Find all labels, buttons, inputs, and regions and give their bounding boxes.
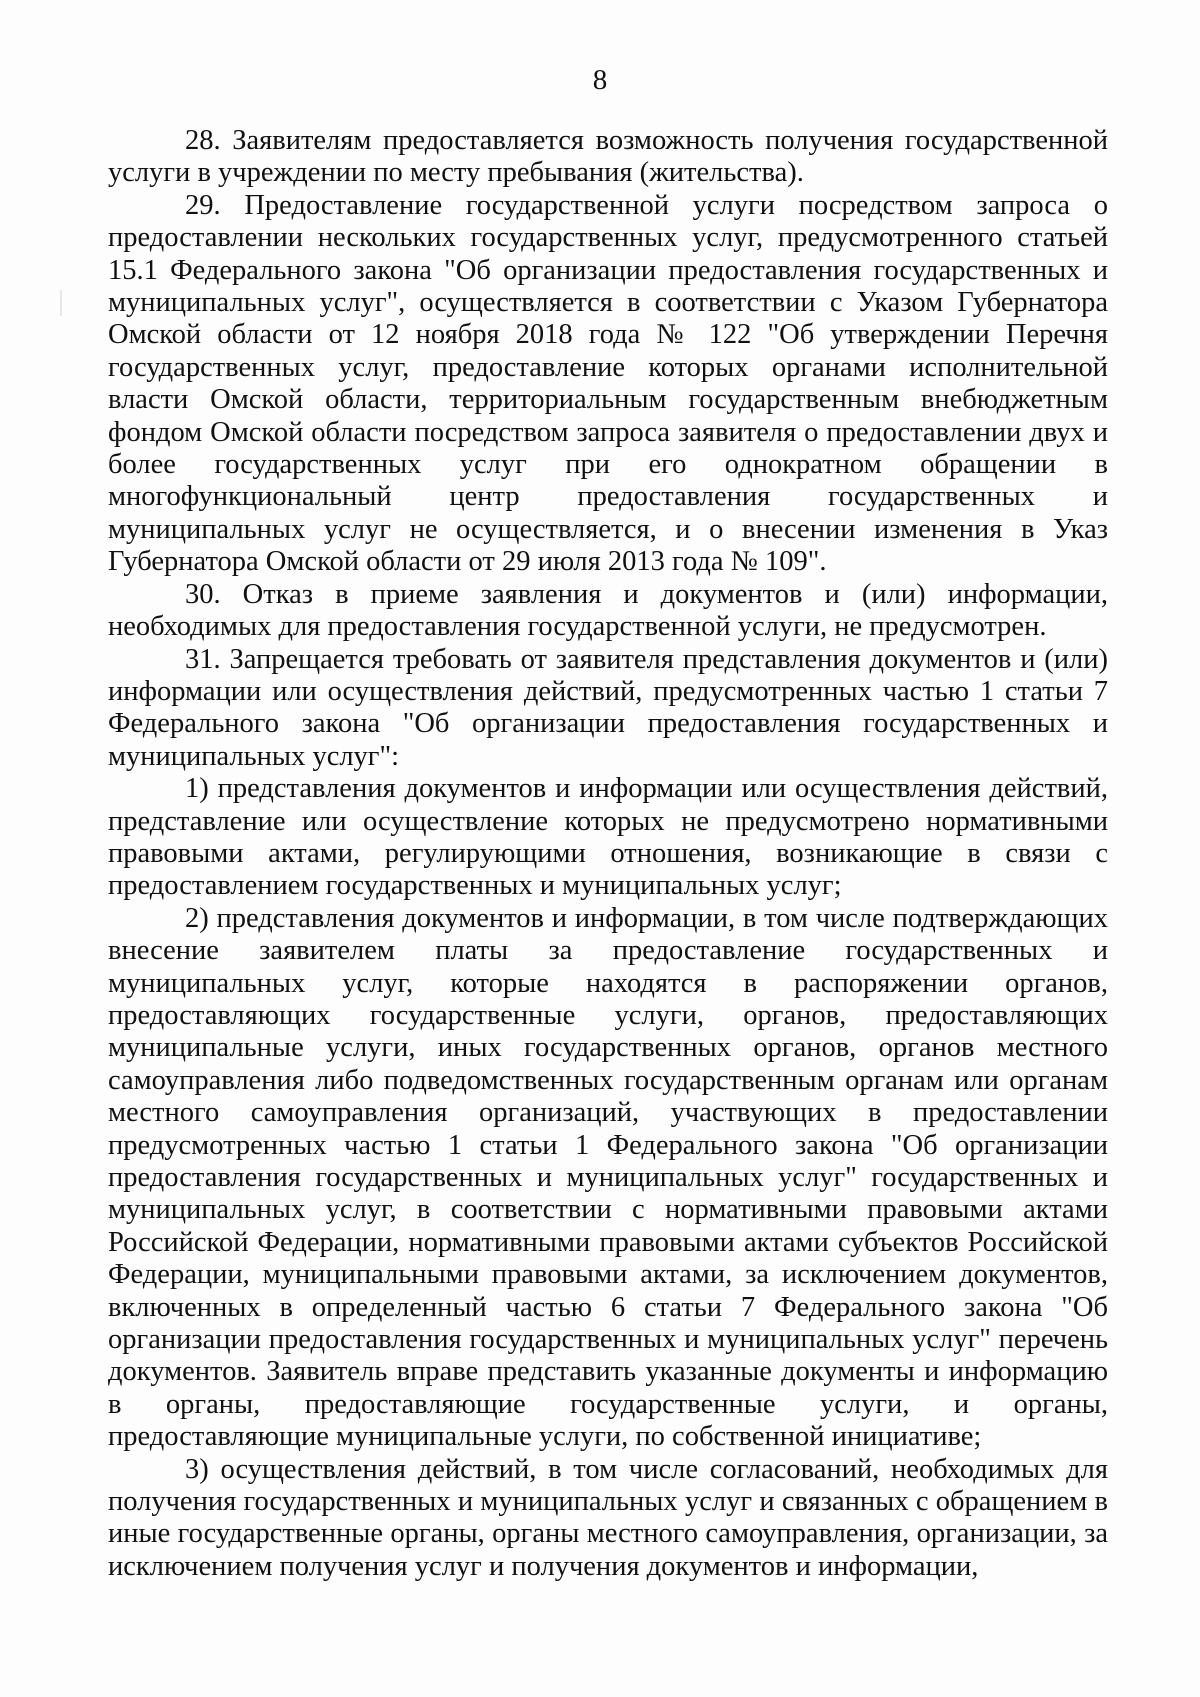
document-body [108,125,1108,1583]
paragraph-31: 31. Запрещается требовать от заявителя представления документов и (или) информации или осуществления действий, предусмотренных частью 1 статьи 7 Федерального закона "Об организации предоставления государственных и муниципальных услуг": [108,643,1108,772]
paragraph-29: 29. Предоставление государственной услуги посредством запроса о предоставлении нескольких государственных услуг, предусмотренного статьей 15.1 Федерального закона "Об организации предоставления государственных и муниципальных услуг", осуществляется в соответствии с Указом Губернатора Омской области от 12 ноября 2018 года № 122 "Об утверждении Перечня государственных услуг, предоставление которых органами исполнительной власти Омской области, территориальным государственным внебюджетным фондом Омской области посредством запроса заявителя о предоставлении двух и более государственных услуг при его однократном обращении в многофункциональный центр предоставления государственных и муниципальных услуг не осуществляется, и о внесении изменения в Указ Губернатора Омской области от 29 июля 2013 года № 109". [108,189,1108,578]
paragraph-28: 28. Заявителям предоставляется возможность получения государственной услуги в учреждении по месту пребывания (жительства). [108,125,1108,189]
paragraph-31-item-3: 3) осуществления действий, в том числе согласований, необходимых для получения государственных и муниципальных услуг и связанных с обращением в иные государственные органы, органы местного самоуправления, организации, за исключением получения услуг и получения документов и информации, [108,1453,1108,1582]
paragraph-31-item-2: 2) представления документов и информации, в том числе подтверждающих внесение заявителем платы за предоставление государственных и муниципальных услуг, которые находятся в распоряжении органов, предоставляющих государственные услуги, органов, предоставляющих муниципальные услуги, иных государственных органов, органов местного самоуправления либо подведомственных государственным органам или органам местного самоуправления организаций, участвующих в предоставлении предусмотренных частью 1 статьи 1 Федерального закона "Об организации предоставления государственных и муниципальных услуг" государственных и муниципальных услуг, в соответствии с нормативными правовыми актами Российской Федерации, нормативными правовыми актами субъектов Российской Федерации, муниципальными правовыми актами, за исключением документов, включенных в определенный частью 6 статьи 7 Федерального закона "Об организации предоставления государственных и муниципальных услуг" перечень документов. Заявитель вправе представить указанные документы и информацию в органы, предоставляющие государственные услуги, и органы, предоставляющие муниципальные услуги, по собственной инициативе; [108,902,1108,1453]
scan-artifact [60,290,62,316]
paragraph-30: 30. Отказ в приеме заявления и документов и (или) информации, необходимых для предоставления государственной услуги, не предусмотрен. [108,578,1108,643]
page-number: 8 [592,64,608,96]
paragraph-31-item-1: 1) представления документов и информации или осуществления действий, представление или осуществление которых не предусмотрено нормативными правовыми актами, регулирующими отношения, возникающие в связи с предоставлением государственных и муниципальных услуг; [108,773,1108,902]
